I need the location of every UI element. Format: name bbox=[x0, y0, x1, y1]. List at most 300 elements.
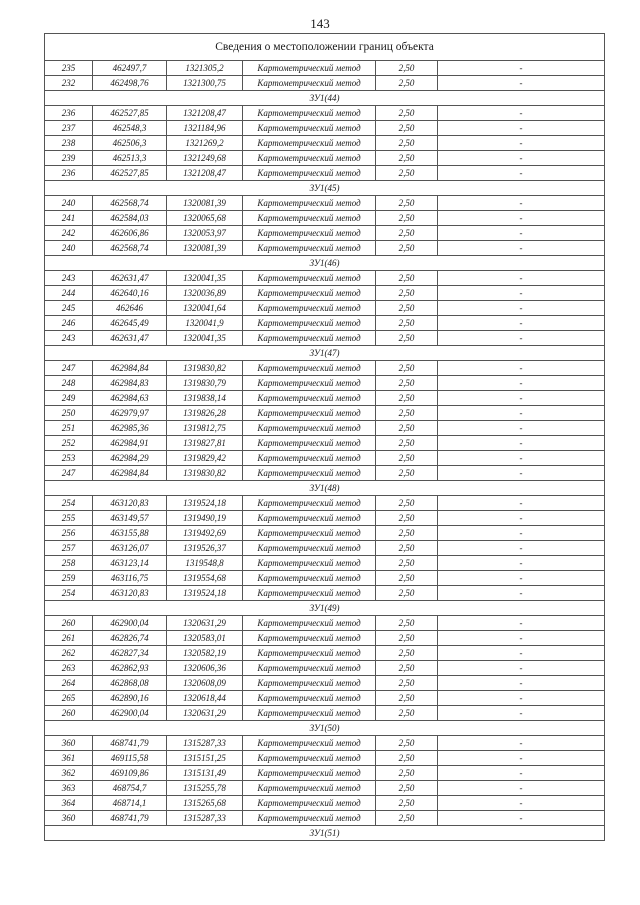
coordinate-x-cell: 463126,07 bbox=[93, 541, 167, 556]
description-cell: - bbox=[438, 196, 605, 211]
coordinate-y-cell: 1319490,19 bbox=[167, 511, 243, 526]
table-row bbox=[45, 511, 605, 526]
coordinate-x-cell: 462868,08 bbox=[93, 676, 167, 691]
group-label: ЗУ1(44) bbox=[45, 91, 605, 106]
coordinate-x-cell: 462984,29 bbox=[93, 451, 167, 466]
point-number-cell: 253 bbox=[45, 451, 93, 466]
point-number-cell: 265 bbox=[45, 691, 93, 706]
description-cell: - bbox=[438, 646, 605, 661]
method-cell: Картометрический метод bbox=[243, 136, 376, 151]
point-number-cell: 243 bbox=[45, 271, 93, 286]
description-cell: - bbox=[438, 76, 605, 91]
accuracy-cell: 2,50 bbox=[376, 466, 438, 481]
group-label: ЗУ1(45) bbox=[45, 181, 605, 196]
group-label: ЗУ1(49) bbox=[45, 601, 605, 616]
table-row bbox=[45, 541, 605, 556]
coordinate-x-cell: 462527,85 bbox=[93, 166, 167, 181]
group-header-row bbox=[45, 91, 605, 106]
description-cell: - bbox=[438, 316, 605, 331]
method-cell: Картометрический метод bbox=[243, 61, 376, 76]
table-row bbox=[45, 736, 605, 751]
table-row bbox=[45, 646, 605, 661]
method-cell: Картометрический метод bbox=[243, 646, 376, 661]
point-number-cell: 250 bbox=[45, 406, 93, 421]
group-header-row bbox=[45, 826, 605, 841]
point-number-cell: 262 bbox=[45, 646, 93, 661]
table-row bbox=[45, 436, 605, 451]
method-cell: Картометрический метод bbox=[243, 211, 376, 226]
coordinate-x-cell: 462640,16 bbox=[93, 286, 167, 301]
method-cell: Картометрический метод bbox=[243, 511, 376, 526]
description-cell: - bbox=[438, 61, 605, 76]
table-row bbox=[45, 466, 605, 481]
description-cell: - bbox=[438, 586, 605, 601]
coordinate-x-cell: 469109,86 bbox=[93, 766, 167, 781]
table-row bbox=[45, 271, 605, 286]
description-cell: - bbox=[438, 691, 605, 706]
point-number-cell: 247 bbox=[45, 361, 93, 376]
description-cell: - bbox=[438, 286, 605, 301]
accuracy-cell: 2,50 bbox=[376, 541, 438, 556]
coordinate-y-cell: 1320065,68 bbox=[167, 211, 243, 226]
accuracy-cell: 2,50 bbox=[376, 286, 438, 301]
description-cell: - bbox=[438, 556, 605, 571]
group-header-row bbox=[45, 181, 605, 196]
accuracy-cell: 2,50 bbox=[376, 406, 438, 421]
coordinate-x-cell: 462984,91 bbox=[93, 436, 167, 451]
method-cell: Картометрический метод bbox=[243, 451, 376, 466]
group-label: ЗУ1(50) bbox=[45, 721, 605, 736]
page-number: 143 bbox=[310, 16, 330, 31]
method-cell: Картометрический метод bbox=[243, 496, 376, 511]
description-cell: - bbox=[438, 376, 605, 391]
point-number-cell: 236 bbox=[45, 166, 93, 181]
coordinate-y-cell: 1321305,2 bbox=[167, 61, 243, 76]
coordinate-x-cell: 468741,79 bbox=[93, 736, 167, 751]
method-cell: Картометрический метод bbox=[243, 361, 376, 376]
method-cell: Картометрический метод bbox=[243, 286, 376, 301]
point-number-cell: 361 bbox=[45, 751, 93, 766]
point-number-cell: 257 bbox=[45, 541, 93, 556]
method-cell: Картометрический метод bbox=[243, 391, 376, 406]
coordinate-y-cell: 1321208,47 bbox=[167, 166, 243, 181]
table-title-row bbox=[45, 34, 605, 61]
point-number-cell: 360 bbox=[45, 736, 93, 751]
coordinate-y-cell: 1319526,37 bbox=[167, 541, 243, 556]
coordinate-x-cell: 462645,49 bbox=[93, 316, 167, 331]
accuracy-cell: 2,50 bbox=[376, 631, 438, 646]
description-cell: - bbox=[438, 121, 605, 136]
accuracy-cell: 2,50 bbox=[376, 781, 438, 796]
coordinate-y-cell: 1320631,29 bbox=[167, 706, 243, 721]
accuracy-cell: 2,50 bbox=[376, 136, 438, 151]
accuracy-cell: 2,50 bbox=[376, 451, 438, 466]
coordinate-y-cell: 1315131,49 bbox=[167, 766, 243, 781]
table-row bbox=[45, 121, 605, 136]
description-cell: - bbox=[438, 751, 605, 766]
description-cell: - bbox=[438, 421, 605, 436]
accuracy-cell: 2,50 bbox=[376, 496, 438, 511]
point-number-cell: 364 bbox=[45, 796, 93, 811]
method-cell: Картометрический метод bbox=[243, 76, 376, 91]
method-cell: Картометрический метод bbox=[243, 586, 376, 601]
table-row bbox=[45, 526, 605, 541]
coordinate-y-cell: 1319826,28 bbox=[167, 406, 243, 421]
coordinate-y-cell: 1319829,42 bbox=[167, 451, 243, 466]
point-number-cell: 237 bbox=[45, 121, 93, 136]
table-row bbox=[45, 421, 605, 436]
coordinate-x-cell: 462827,34 bbox=[93, 646, 167, 661]
point-number-cell: 249 bbox=[45, 391, 93, 406]
method-cell: Картометрический метод bbox=[243, 661, 376, 676]
point-number-cell: 245 bbox=[45, 301, 93, 316]
coordinate-x-cell: 462568,74 bbox=[93, 196, 167, 211]
coordinate-y-cell: 1321269,2 bbox=[167, 136, 243, 151]
point-number-cell: 243 bbox=[45, 331, 93, 346]
group-label: ЗУ1(46) bbox=[45, 256, 605, 271]
coordinate-y-cell: 1320582,19 bbox=[167, 646, 243, 661]
coordinate-x-cell: 463155,88 bbox=[93, 526, 167, 541]
description-cell: - bbox=[438, 766, 605, 781]
coordinate-y-cell: 1320041,35 bbox=[167, 331, 243, 346]
table-row bbox=[45, 361, 605, 376]
point-number-cell: 254 bbox=[45, 496, 93, 511]
point-number-cell: 236 bbox=[45, 106, 93, 121]
table-row bbox=[45, 316, 605, 331]
coordinate-y-cell: 1320041,64 bbox=[167, 301, 243, 316]
coordinate-y-cell: 1320081,39 bbox=[167, 241, 243, 256]
method-cell: Картометрический метод bbox=[243, 526, 376, 541]
coordinate-x-cell: 462890,16 bbox=[93, 691, 167, 706]
method-cell: Картометрический метод bbox=[243, 196, 376, 211]
coordinate-x-cell: 463116,75 bbox=[93, 571, 167, 586]
table-row bbox=[45, 301, 605, 316]
accuracy-cell: 2,50 bbox=[376, 151, 438, 166]
accuracy-cell: 2,50 bbox=[376, 211, 438, 226]
point-number-cell: 362 bbox=[45, 766, 93, 781]
point-number-cell: 251 bbox=[45, 421, 93, 436]
method-cell: Картометрический метод bbox=[243, 631, 376, 646]
accuracy-cell: 2,50 bbox=[376, 706, 438, 721]
coordinate-y-cell: 1320081,39 bbox=[167, 196, 243, 211]
method-cell: Картометрический метод bbox=[243, 766, 376, 781]
description-cell: - bbox=[438, 406, 605, 421]
coordinate-y-cell: 1320608,09 bbox=[167, 676, 243, 691]
accuracy-cell: 2,50 bbox=[376, 646, 438, 661]
description-cell: - bbox=[438, 301, 605, 316]
method-cell: Картометрический метод bbox=[243, 241, 376, 256]
coordinate-x-cell: 463149,57 bbox=[93, 511, 167, 526]
point-number-cell: 264 bbox=[45, 676, 93, 691]
description-cell: - bbox=[438, 736, 605, 751]
table-row bbox=[45, 136, 605, 151]
accuracy-cell: 2,50 bbox=[376, 301, 438, 316]
table-row bbox=[45, 106, 605, 121]
table-row bbox=[45, 496, 605, 511]
coordinate-x-cell: 469115,58 bbox=[93, 751, 167, 766]
description-cell: - bbox=[438, 241, 605, 256]
accuracy-cell: 2,50 bbox=[376, 616, 438, 631]
description-cell: - bbox=[438, 451, 605, 466]
coordinate-x-cell: 462900,04 bbox=[93, 616, 167, 631]
coordinate-y-cell: 1319830,79 bbox=[167, 376, 243, 391]
method-cell: Картометрический метод bbox=[243, 616, 376, 631]
method-cell: Картометрический метод bbox=[243, 166, 376, 181]
accuracy-cell: 2,50 bbox=[376, 196, 438, 211]
point-number-cell: 247 bbox=[45, 466, 93, 481]
accuracy-cell: 2,50 bbox=[376, 316, 438, 331]
accuracy-cell: 2,50 bbox=[376, 586, 438, 601]
accuracy-cell: 2,50 bbox=[376, 361, 438, 376]
coordinate-y-cell: 1320041,9 bbox=[167, 316, 243, 331]
coordinate-y-cell: 1315255,78 bbox=[167, 781, 243, 796]
accuracy-cell: 2,50 bbox=[376, 226, 438, 241]
accuracy-cell: 2,50 bbox=[376, 766, 438, 781]
description-cell: - bbox=[438, 331, 605, 346]
coordinate-x-cell: 462584,03 bbox=[93, 211, 167, 226]
table-row bbox=[45, 676, 605, 691]
coordinate-x-cell: 462979,97 bbox=[93, 406, 167, 421]
table-row bbox=[45, 391, 605, 406]
description-cell: - bbox=[438, 211, 605, 226]
description-cell: - bbox=[438, 526, 605, 541]
description-cell: - bbox=[438, 106, 605, 121]
coordinate-y-cell: 1320036,89 bbox=[167, 286, 243, 301]
accuracy-cell: 2,50 bbox=[376, 331, 438, 346]
coordinate-y-cell: 1315265,68 bbox=[167, 796, 243, 811]
group-header-row bbox=[45, 721, 605, 736]
method-cell: Картометрический метод bbox=[243, 571, 376, 586]
table-row bbox=[45, 76, 605, 91]
coordinate-x-cell: 462984,63 bbox=[93, 391, 167, 406]
accuracy-cell: 2,50 bbox=[376, 796, 438, 811]
table-row bbox=[45, 376, 605, 391]
coordinate-x-cell: 462984,84 bbox=[93, 466, 167, 481]
table-row bbox=[45, 451, 605, 466]
accuracy-cell: 2,50 bbox=[376, 61, 438, 76]
coordinate-y-cell: 1319812,75 bbox=[167, 421, 243, 436]
point-number-cell: 242 bbox=[45, 226, 93, 241]
point-number-cell: 256 bbox=[45, 526, 93, 541]
method-cell: Картометрический метод bbox=[243, 406, 376, 421]
point-number-cell: 263 bbox=[45, 661, 93, 676]
accuracy-cell: 2,50 bbox=[376, 751, 438, 766]
coordinate-y-cell: 1319554,68 bbox=[167, 571, 243, 586]
description-cell: - bbox=[438, 511, 605, 526]
coordinate-y-cell: 1321249,68 bbox=[167, 151, 243, 166]
method-cell: Картометрический метод bbox=[243, 691, 376, 706]
method-cell: Картометрический метод bbox=[243, 466, 376, 481]
method-cell: Картометрический метод bbox=[243, 541, 376, 556]
accuracy-cell: 2,50 bbox=[376, 166, 438, 181]
accuracy-cell: 2,50 bbox=[376, 436, 438, 451]
coordinate-x-cell: 463120,83 bbox=[93, 586, 167, 601]
method-cell: Картометрический метод bbox=[243, 556, 376, 571]
description-cell: - bbox=[438, 166, 605, 181]
accuracy-cell: 2,50 bbox=[376, 106, 438, 121]
point-number-cell: 261 bbox=[45, 631, 93, 646]
table-row bbox=[45, 706, 605, 721]
point-number-cell: 360 bbox=[45, 811, 93, 826]
description-cell: - bbox=[438, 616, 605, 631]
coordinate-y-cell: 1319492,69 bbox=[167, 526, 243, 541]
coordinate-y-cell: 1320041,35 bbox=[167, 271, 243, 286]
description-cell: - bbox=[438, 661, 605, 676]
coordinate-x-cell: 463120,83 bbox=[93, 496, 167, 511]
accuracy-cell: 2,50 bbox=[376, 76, 438, 91]
accuracy-cell: 2,50 bbox=[376, 376, 438, 391]
coordinate-y-cell: 1319548,8 bbox=[167, 556, 243, 571]
method-cell: Картометрический метод bbox=[243, 121, 376, 136]
coordinate-x-cell: 462498,76 bbox=[93, 76, 167, 91]
point-number-cell: 238 bbox=[45, 136, 93, 151]
point-number-cell: 232 bbox=[45, 76, 93, 91]
accuracy-cell: 2,50 bbox=[376, 556, 438, 571]
table-row bbox=[45, 811, 605, 826]
coordinate-x-cell: 462984,84 bbox=[93, 361, 167, 376]
table-row bbox=[45, 211, 605, 226]
accuracy-cell: 2,50 bbox=[376, 736, 438, 751]
coordinate-y-cell: 1320606,36 bbox=[167, 661, 243, 676]
coordinate-y-cell: 1319830,82 bbox=[167, 466, 243, 481]
description-cell: - bbox=[438, 496, 605, 511]
point-number-cell: 240 bbox=[45, 196, 93, 211]
coordinate-x-cell: 462631,47 bbox=[93, 331, 167, 346]
coordinate-y-cell: 1319838,14 bbox=[167, 391, 243, 406]
point-number-cell: 254 bbox=[45, 586, 93, 601]
coordinate-x-cell: 462900,04 bbox=[93, 706, 167, 721]
method-cell: Картометрический метод bbox=[243, 301, 376, 316]
table-row bbox=[45, 286, 605, 301]
coordinate-y-cell: 1321300,75 bbox=[167, 76, 243, 91]
group-header-row bbox=[45, 601, 605, 616]
description-cell: - bbox=[438, 136, 605, 151]
coordinate-x-cell: 462527,85 bbox=[93, 106, 167, 121]
method-cell: Картометрический метод bbox=[243, 736, 376, 751]
boundary-coordinates-table bbox=[44, 33, 605, 841]
coordinate-y-cell: 1319827,81 bbox=[167, 436, 243, 451]
group-label: ЗУ1(47) bbox=[45, 346, 605, 361]
accuracy-cell: 2,50 bbox=[376, 271, 438, 286]
group-header-row bbox=[45, 346, 605, 361]
coordinate-x-cell: 462826,74 bbox=[93, 631, 167, 646]
method-cell: Картометрический метод bbox=[243, 316, 376, 331]
point-number-cell: 258 bbox=[45, 556, 93, 571]
table-title: Сведения о местоположении границ объекта bbox=[45, 34, 605, 61]
coordinate-y-cell: 1321184,96 bbox=[167, 121, 243, 136]
table-row bbox=[45, 616, 605, 631]
table-row bbox=[45, 241, 605, 256]
table-row bbox=[45, 406, 605, 421]
description-cell: - bbox=[438, 226, 605, 241]
accuracy-cell: 2,50 bbox=[376, 811, 438, 826]
group-header-row bbox=[45, 256, 605, 271]
table-row bbox=[45, 586, 605, 601]
point-number-cell: 246 bbox=[45, 316, 93, 331]
point-number-cell: 260 bbox=[45, 616, 93, 631]
method-cell: Картометрический метод bbox=[243, 796, 376, 811]
description-cell: - bbox=[438, 706, 605, 721]
point-number-cell: 239 bbox=[45, 151, 93, 166]
accuracy-cell: 2,50 bbox=[376, 511, 438, 526]
coordinate-x-cell: 462631,47 bbox=[93, 271, 167, 286]
description-cell: - bbox=[438, 436, 605, 451]
coordinate-x-cell: 462985,36 bbox=[93, 421, 167, 436]
coordinate-y-cell: 1320583,01 bbox=[167, 631, 243, 646]
point-number-cell: 244 bbox=[45, 286, 93, 301]
coordinate-y-cell: 1320631,29 bbox=[167, 616, 243, 631]
coordinate-y-cell: 1315151,25 bbox=[167, 751, 243, 766]
method-cell: Картометрический метод bbox=[243, 676, 376, 691]
group-label: ЗУ1(48) bbox=[45, 481, 605, 496]
coordinate-x-cell: 462862,93 bbox=[93, 661, 167, 676]
method-cell: Картометрический метод bbox=[243, 271, 376, 286]
description-cell: - bbox=[438, 271, 605, 286]
accuracy-cell: 2,50 bbox=[376, 121, 438, 136]
description-cell: - bbox=[438, 151, 605, 166]
coordinate-x-cell: 468754,7 bbox=[93, 781, 167, 796]
table-row bbox=[45, 691, 605, 706]
accuracy-cell: 2,50 bbox=[376, 421, 438, 436]
table-row bbox=[45, 61, 605, 76]
method-cell: Картометрический метод bbox=[243, 331, 376, 346]
method-cell: Картометрический метод bbox=[243, 751, 376, 766]
method-cell: Картометрический метод bbox=[243, 436, 376, 451]
table-row bbox=[45, 766, 605, 781]
method-cell: Картометрический метод bbox=[243, 706, 376, 721]
description-cell: - bbox=[438, 466, 605, 481]
point-number-cell: 241 bbox=[45, 211, 93, 226]
description-cell: - bbox=[438, 631, 605, 646]
method-cell: Картометрический метод bbox=[243, 421, 376, 436]
method-cell: Картометрический метод bbox=[243, 811, 376, 826]
accuracy-cell: 2,50 bbox=[376, 526, 438, 541]
coordinate-y-cell: 1319830,82 bbox=[167, 361, 243, 376]
coordinate-x-cell: 462646 bbox=[93, 301, 167, 316]
point-number-cell: 260 bbox=[45, 706, 93, 721]
method-cell: Картометрический метод bbox=[243, 781, 376, 796]
method-cell: Картометрический метод bbox=[243, 151, 376, 166]
description-cell: - bbox=[438, 796, 605, 811]
table-row bbox=[45, 556, 605, 571]
group-header-row bbox=[45, 481, 605, 496]
coordinate-x-cell: 462568,74 bbox=[93, 241, 167, 256]
point-number-cell: 248 bbox=[45, 376, 93, 391]
coordinate-x-cell: 462606,86 bbox=[93, 226, 167, 241]
description-cell: - bbox=[438, 571, 605, 586]
coordinate-y-cell: 1315287,33 bbox=[167, 736, 243, 751]
coordinate-y-cell: 1319524,18 bbox=[167, 496, 243, 511]
point-number-cell: 255 bbox=[45, 511, 93, 526]
coordinate-x-cell: 468741,79 bbox=[93, 811, 167, 826]
table-row bbox=[45, 796, 605, 811]
table-row bbox=[45, 781, 605, 796]
table-row bbox=[45, 631, 605, 646]
description-cell: - bbox=[438, 781, 605, 796]
coordinate-x-cell: 462984,83 bbox=[93, 376, 167, 391]
table-row bbox=[45, 661, 605, 676]
table-row bbox=[45, 571, 605, 586]
point-number-cell: 363 bbox=[45, 781, 93, 796]
coordinate-y-cell: 1315287,33 bbox=[167, 811, 243, 826]
accuracy-cell: 2,50 bbox=[376, 391, 438, 406]
accuracy-cell: 2,50 bbox=[376, 571, 438, 586]
coordinate-x-cell: 463123,14 bbox=[93, 556, 167, 571]
coordinate-x-cell: 462506,3 bbox=[93, 136, 167, 151]
description-cell: - bbox=[438, 391, 605, 406]
coordinate-x-cell: 462497,7 bbox=[93, 61, 167, 76]
point-number-cell: 240 bbox=[45, 241, 93, 256]
